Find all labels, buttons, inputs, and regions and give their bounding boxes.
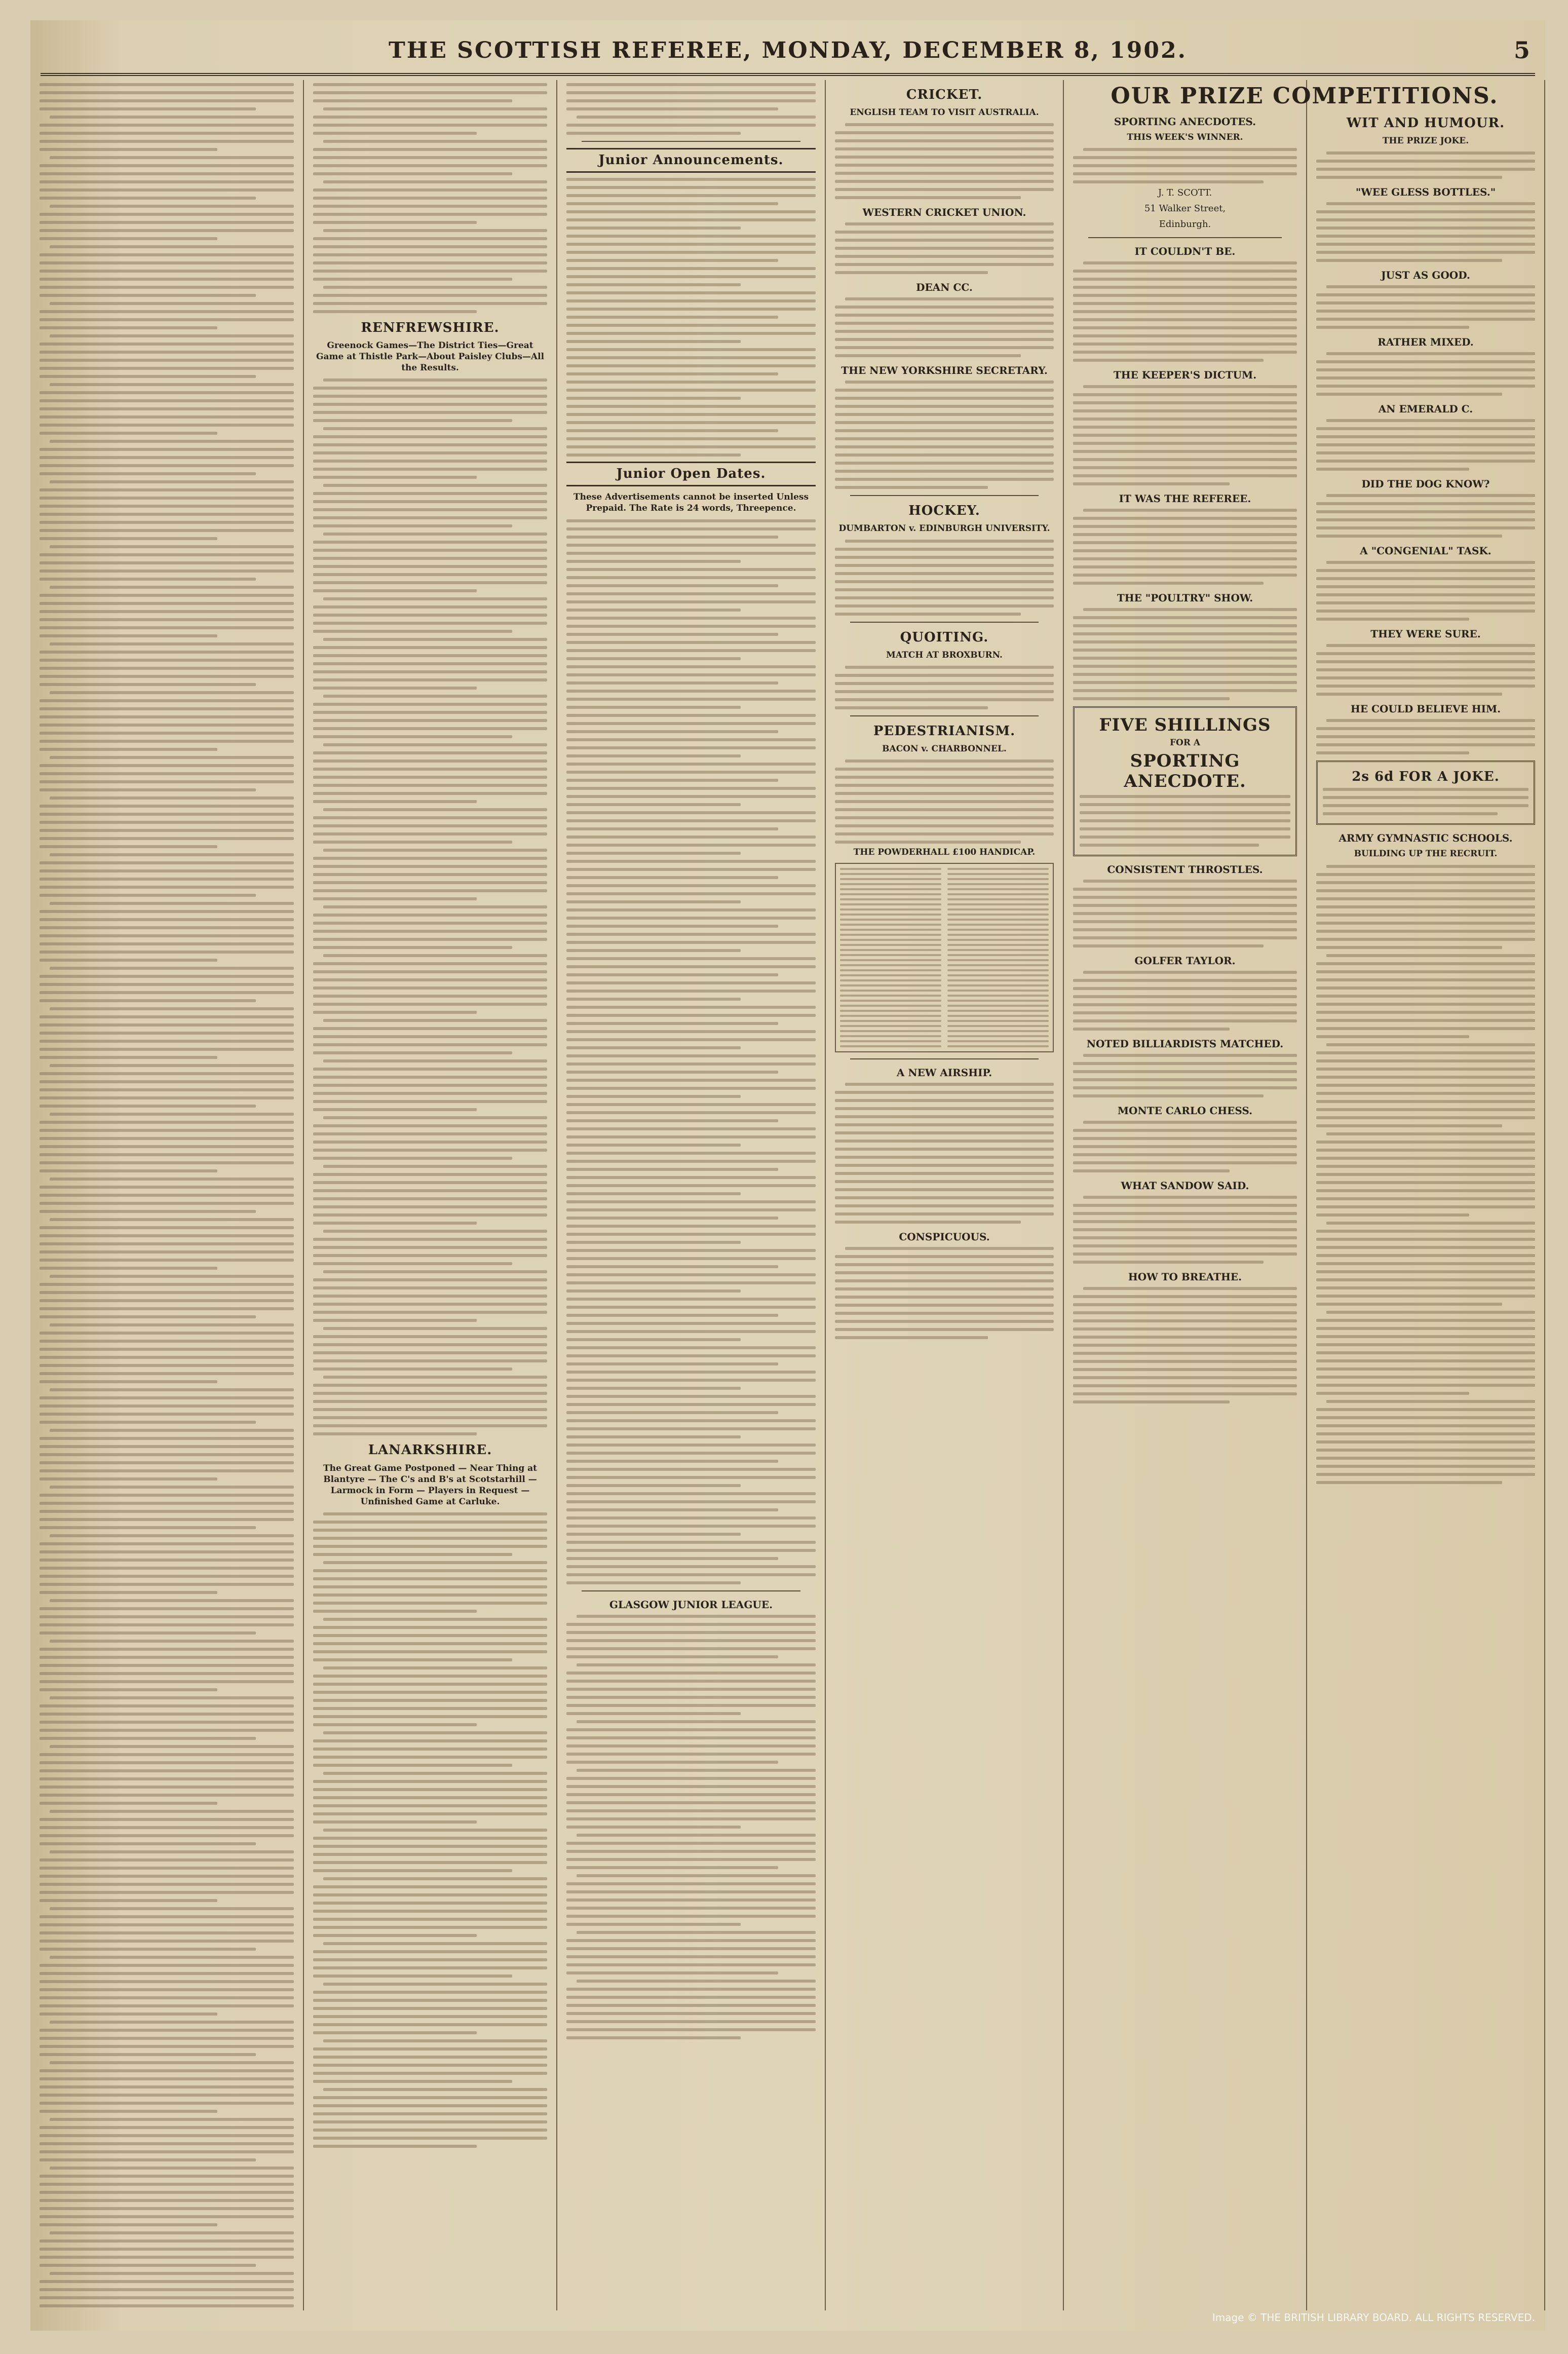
advert-subject: SPORTING ANECDOTE. <box>1124 750 1246 792</box>
section-heading-prize-competitions: OUR PRIZE COMPETITIONS. <box>1111 83 1499 109</box>
column-4 <box>826 80 1064 2310</box>
section-heading-western-cricket-union: WESTERN CRICKET UNION. <box>862 206 1026 219</box>
body-text-block <box>1073 1287 1297 1403</box>
body-text-block <box>1073 880 1297 947</box>
section-heading-consistent-throstles: CONSISTENT THROSTLES. <box>1107 863 1263 876</box>
section-heading-congenial-task: A "CONGENIAL" TASK. <box>1360 545 1491 557</box>
section-subheading-weeks-winner: THIS WEEK'S WINNER. <box>1127 132 1243 142</box>
section-subheading-hockey: DUMBARTON v. EDINBURGH UNIVERSITY. <box>838 523 1050 534</box>
body-text-block <box>1073 1054 1297 1097</box>
body-text-block <box>1316 285 1535 329</box>
body-text-block <box>1073 385 1297 485</box>
section-heading-hockey: HOCKEY. <box>908 503 980 519</box>
body-text-block <box>835 297 1054 357</box>
section-heading-junior-open-dates: Junior Open Dates. <box>566 462 816 486</box>
section-heading-conspicuous: CONSPICUOUS. <box>899 1231 990 1243</box>
body-text-block <box>1073 1121 1297 1172</box>
section-heading-new-yorkshire-secretary: THE NEW YORKSHIRE SECRETARY. <box>841 364 1048 377</box>
section-heading-billiardists: NOTED BILLIARDISTS MATCHED. <box>1086 1038 1284 1050</box>
body-text-block <box>835 123 1054 199</box>
body-text-block <box>1316 719 1535 754</box>
section-heading-dean-cc: DEAN CC. <box>916 281 973 294</box>
body-text-block <box>1073 148 1297 183</box>
section-heading-did-the-dog-know: DID THE DOG KNOW? <box>1361 478 1490 490</box>
column-3 <box>557 80 826 2310</box>
section-heading-lanarkshire: LANARKSHIRE. <box>368 1442 492 1458</box>
body-text-block <box>1073 1196 1297 1264</box>
body-text-block <box>1316 865 1535 1484</box>
column-6 <box>1307 80 1545 2310</box>
section-heading-cricket: CRICKET. <box>906 87 983 102</box>
section-heading-renfrewshire: RENFREWSHIRE. <box>361 320 500 335</box>
body-text-block <box>1073 509 1297 585</box>
body-text-block <box>1316 419 1535 471</box>
section-subheading-quoiting: MATCH AT BROXBURN. <box>886 650 1003 660</box>
section-heading-they-were-sure: THEY WERE SURE. <box>1370 628 1481 640</box>
copyright-notice: Image © THE BRITISH LIBRARY BOARD. ALL RIGHTS RESERVED. <box>1212 2311 1535 2324</box>
body-text-block <box>313 1512 547 2148</box>
section-heading-keepers-dictum: THE KEEPER'S DICTUM. <box>1113 368 1257 381</box>
section-heading-new-airship: A NEW AIRSHIP. <box>896 1067 992 1079</box>
section-heading-glasgow-junior-league: GLASGOW JUNIOR LEAGUE. <box>609 1598 773 1611</box>
section-subheading-prize-joke: THE PRIZE JOKE. <box>1382 136 1469 146</box>
classified-ads <box>566 519 816 1584</box>
body-text-block <box>835 760 1054 844</box>
masthead-title: THE SCOTTISH REFEREE, MONDAY, DECEMBER 8, 1902. <box>389 37 1187 63</box>
section-heading-pedestrianism: PEDESTRIANISM. <box>873 723 1016 739</box>
section-heading-army-gymnastic: ARMY GYMNASTIC SCHOOLS. <box>1338 832 1513 845</box>
body-text-block <box>1316 151 1535 179</box>
five-shillings-advert <box>1073 706 1297 856</box>
body-text-block <box>835 381 1054 489</box>
section-heading-it-couldnt-be: IT COULDN'T BE. <box>1134 245 1236 257</box>
section-subheading-army-gymnastic: BUILDING UP THE RECRUIT. <box>1354 849 1498 859</box>
handicap-table <box>835 863 1054 1052</box>
body-text-block <box>40 83 294 2310</box>
body-text-block <box>1316 352 1535 396</box>
section-subheading-lanarkshire: The Great Game Postponed — Near Thing at Blantyre — The C's and B's at Scotstarhill — Larmock in Form — Players in Request — Unfinished Game at Carluke. <box>323 1463 538 1507</box>
section-heading-wee-gless-bottles: "WEE GLESS BOTTLES." <box>1355 186 1496 199</box>
section-heading-rather-mixed: RATHER MIXED. <box>1378 336 1474 349</box>
section-heading-junior-announcements: Junior Announcements. <box>566 148 816 173</box>
body-text-block <box>1073 971 1297 1031</box>
column-2 <box>304 80 557 2310</box>
section-heading-poultry-show: THE "POULTRY" SHOW. <box>1117 591 1253 604</box>
body-text-block <box>835 222 1054 274</box>
masthead <box>41 27 1535 76</box>
body-text-block <box>835 1083 1054 1224</box>
section-heading-wit-and-humour: WIT AND HUMOUR. <box>1346 116 1505 131</box>
advert-headline: FIVE SHILLINGS <box>1099 714 1271 735</box>
section-subheading-cricket: ENGLISH TEAM TO VISIT AUSTRALIA. <box>850 107 1039 118</box>
column-1 <box>30 80 304 2310</box>
body-text-block <box>566 1615 816 2039</box>
body-text-block <box>1316 494 1535 538</box>
joke-prize-advert <box>1316 761 1535 825</box>
section-heading-golfer-taylor: GOLFER TAYLOR. <box>1134 955 1236 967</box>
body-text-block <box>1316 202 1535 262</box>
section-heading-quoiting: QUOITING. <box>900 629 989 645</box>
body-text-block <box>835 666 1054 709</box>
winner-address-city: Edinburgh. <box>1159 219 1211 230</box>
body-text-block <box>313 83 547 313</box>
body-text-block <box>1316 644 1535 696</box>
classified-ads <box>566 178 816 457</box>
body-text-block <box>1073 608 1297 700</box>
section-heading-powderhall: THE POWDERHALL £100 HANDICAP. <box>853 847 1036 858</box>
section-heading-just-as-good: JUST AS GOOD. <box>1381 269 1470 282</box>
winner-address-street: 51 Walker Street, <box>1144 203 1226 214</box>
section-heading-an-emerald: AN EMERALD C. <box>1378 403 1473 415</box>
column-5 <box>1064 80 1307 2310</box>
newspaper-page <box>30 20 1545 2331</box>
body-text-block <box>1073 261 1297 362</box>
advert-headline: 2s 6d FOR A JOKE. <box>1352 769 1500 785</box>
section-heading-what-sandow-said: WHAT SANDOW SAID. <box>1121 1180 1249 1192</box>
section-heading-it-was-the-referee: IT WAS THE REFEREE. <box>1119 492 1251 505</box>
advert-connector: FOR A <box>1169 738 1201 748</box>
page-number: 5 <box>1513 36 1530 64</box>
section-heading-monte-carlo: MONTE CARLO CHESS. <box>1117 1105 1253 1117</box>
body-text-block <box>1316 561 1535 621</box>
body-text-block <box>835 1247 1054 1339</box>
section-heading-sporting-anecdotes: SPORTING ANECDOTES. <box>1114 116 1256 128</box>
body-text-block <box>313 378 547 1435</box>
section-subheading-renfrewshire: Greenock Games—The District Ties—Great Game at Thistle Park—About Paisley Clubs—All the Results. <box>316 340 545 373</box>
body-text-block <box>835 540 1054 616</box>
section-heading-how-to-breathe: HOW TO BREATHE. <box>1128 1271 1242 1283</box>
body-text-block <box>566 83 816 135</box>
section-heading-couldnt-believe: HE COULD BELIEVE HIM. <box>1350 703 1501 715</box>
section-subheading-pedestrianism: BACON v. CHARBONNEL. <box>882 744 1007 754</box>
winner-name: J. T. SCOTT. <box>1158 187 1212 199</box>
section-subheading-junior-open-dates: These Advertisements cannot be inserted Unless Prepaid. The Rate is 24 words, Threepence. <box>573 492 809 514</box>
